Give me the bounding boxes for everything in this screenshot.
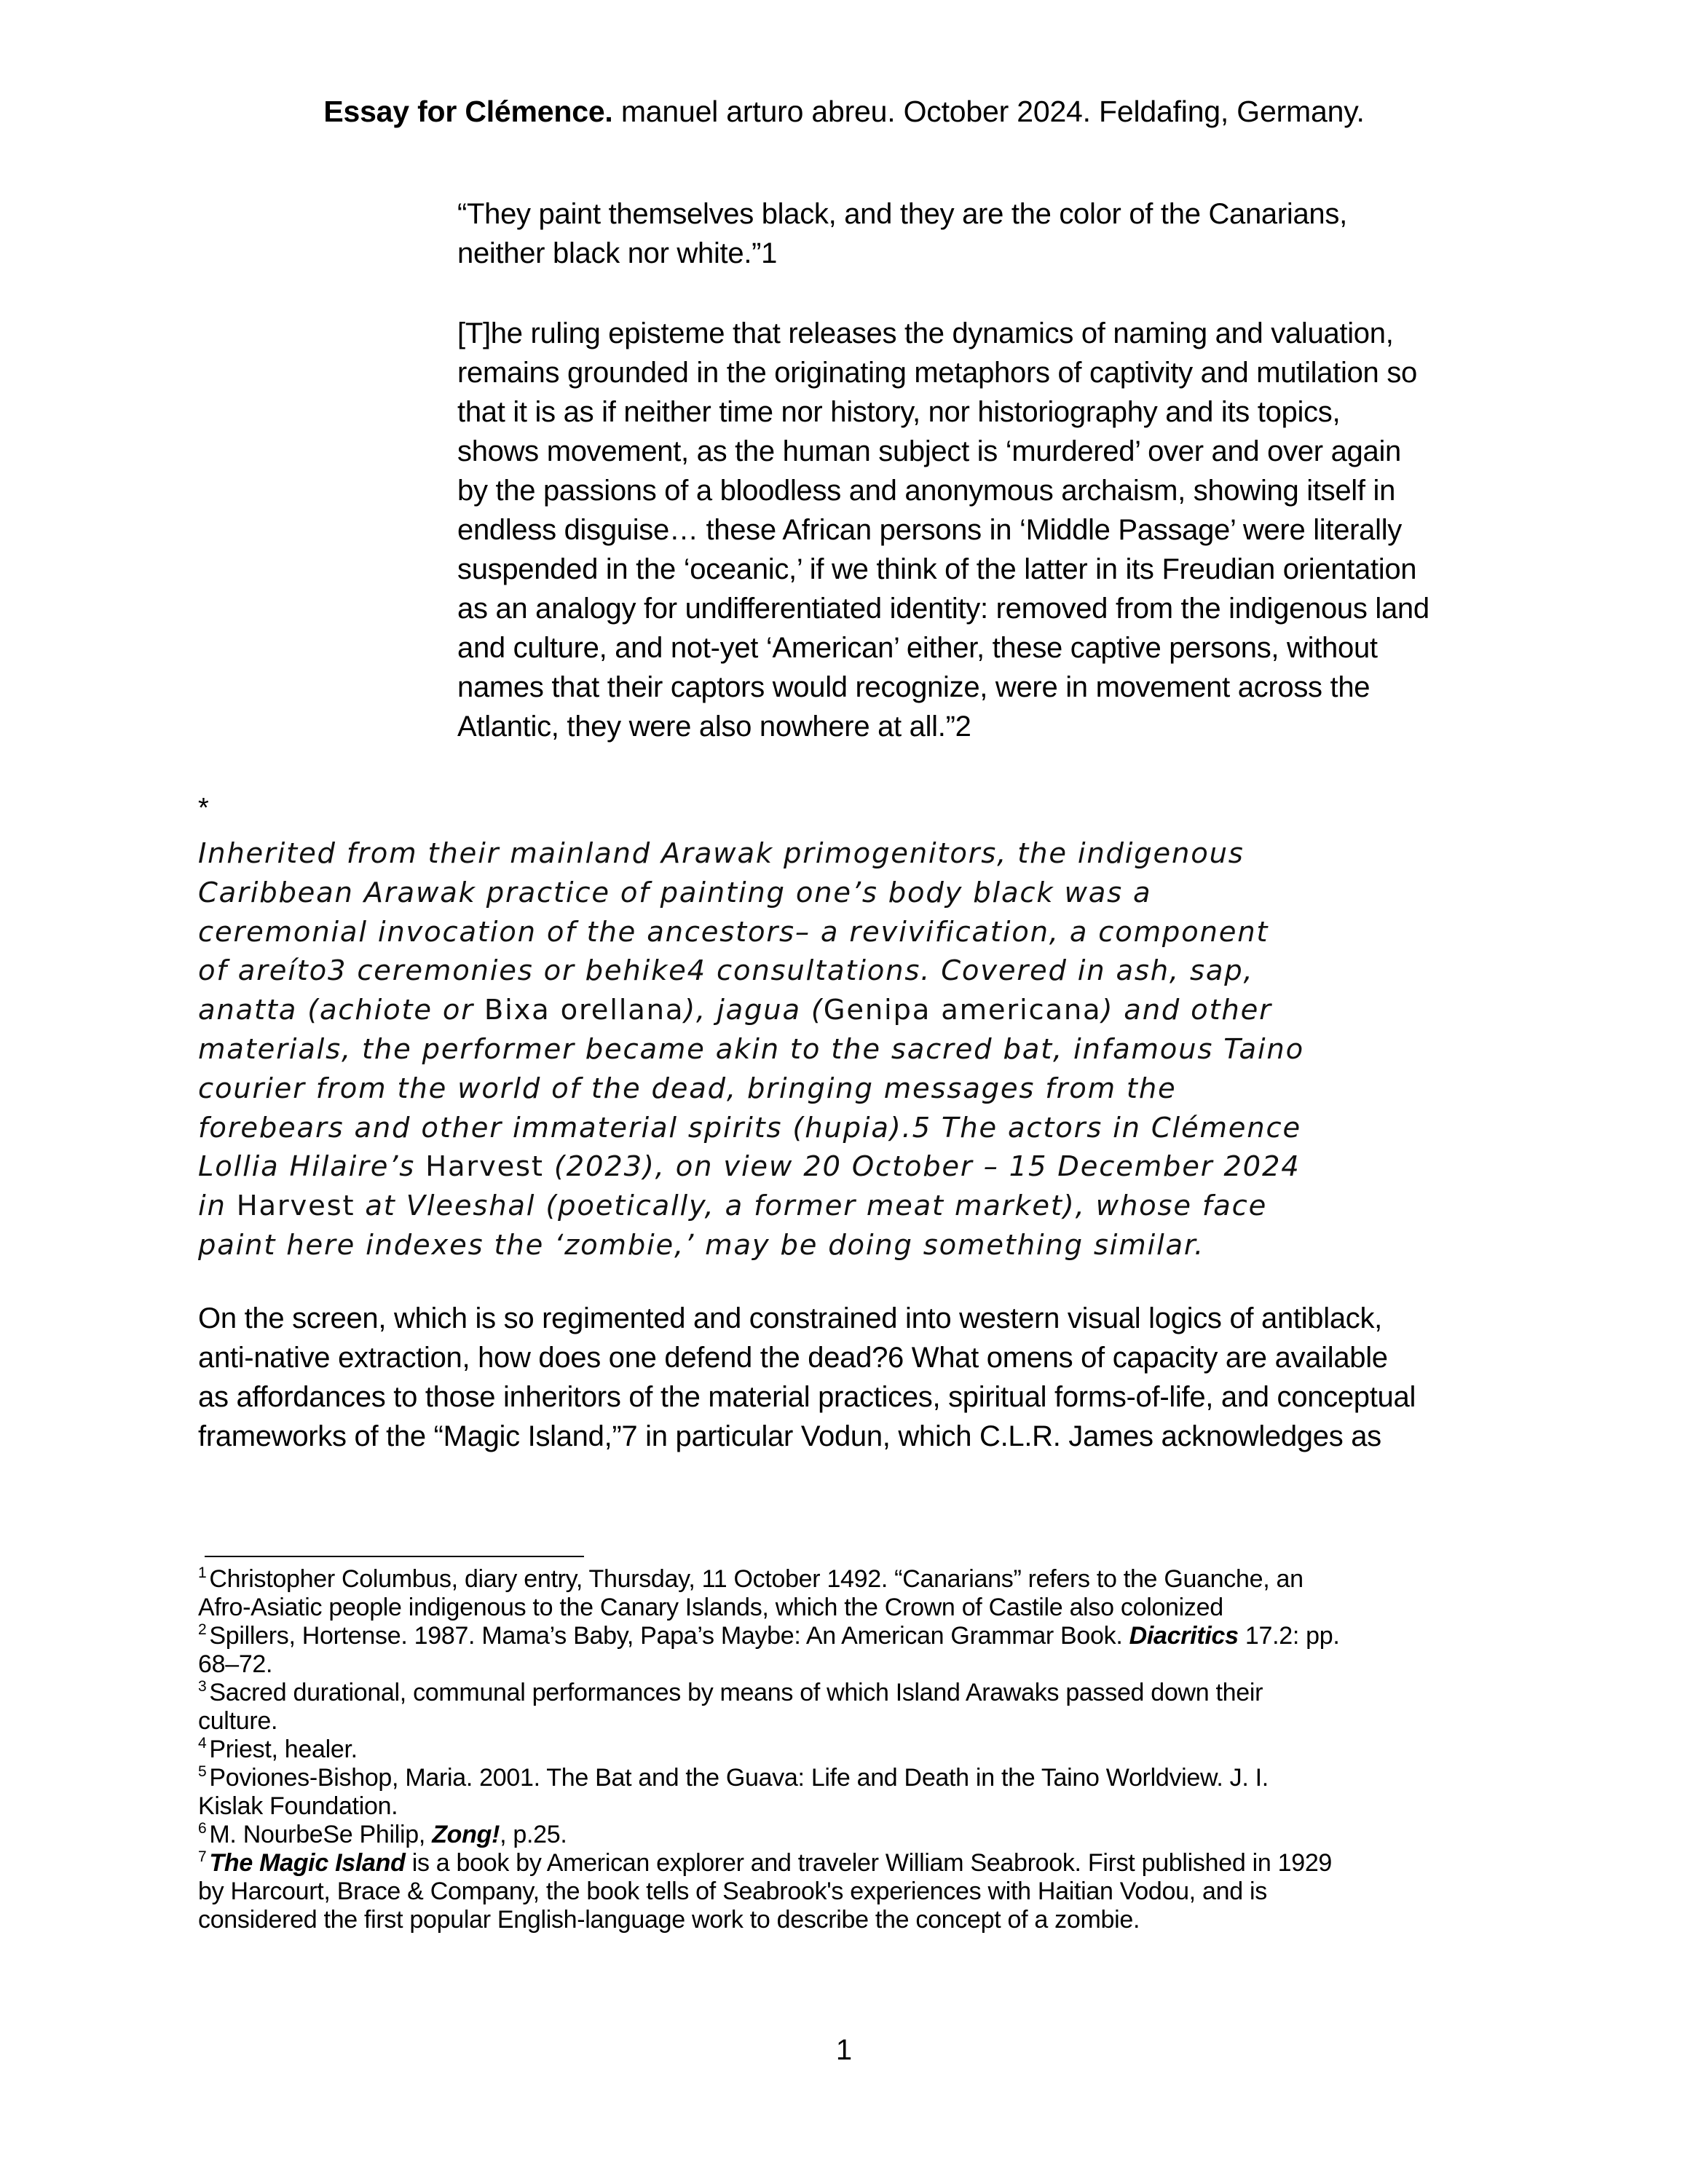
- footnote-separator: [205, 1556, 584, 1557]
- paragraph-line: paint here indexes the ‘zombie,’ may be doing something similar.: [198, 1228, 1205, 1262]
- footnote-4: [198, 1736, 1523, 1764]
- text-run: ), jagua (: [684, 994, 824, 1027]
- footnote-5: [198, 1764, 1523, 1821]
- footnote-line: [198, 1821, 1523, 1849]
- footnote-line: [198, 1622, 1523, 1650]
- epigraph-line: shows movement, as the human subject is ‘murdered’ over and over again: [457, 435, 1401, 467]
- text-run: in: [198, 1190, 237, 1223]
- essay-byline: manuel arturo abreu. October 2024. Feldafing, Germany.: [612, 95, 1365, 128]
- paragraph-line: [198, 991, 1436, 1030]
- text-run: Lollia Hilaire’s: [198, 1150, 426, 1184]
- text-run: is a book by American explorer and traveler William Seabrook. First published in 1929: [405, 1849, 1333, 1877]
- text-run: (2023), on view 20 October – 15 December 2024: [543, 1150, 1301, 1184]
- footnote-line: [198, 1764, 1523, 1792]
- paragraph-line: frameworks of the “Magic Island,”7 in particular Vodun, which C.L.R. James acknowledges as: [198, 1420, 1381, 1452]
- section-break-asterisk: *: [198, 793, 209, 823]
- species-name-bixa: Bixa orellana: [484, 994, 685, 1027]
- book-title-zong: Zong!: [432, 1821, 500, 1848]
- paragraph-line: of areíto3 ceremonies or behike4 consultations. Covered in ash, sap,: [198, 954, 1254, 988]
- epigraph-line: suspended in the ‘oceanic,’ if we think of the latter in its Freudian orientation: [457, 553, 1417, 585]
- epigraph-line: Atlantic, they were also nowhere at all.”2: [457, 711, 971, 743]
- epigraph-line: neither black nor white.”1: [457, 237, 778, 269]
- text-run: anatta (achiote or: [198, 994, 484, 1027]
- footnote-mark: 4: [198, 1735, 207, 1752]
- paragraph-line: courier from the world of the dead, bringing messages from the: [198, 1072, 1177, 1105]
- paragraph-line: [198, 1147, 1436, 1187]
- epigraph-line: as an analogy for undifferentiated identity: removed from the indigenous land: [457, 593, 1429, 625]
- footnote-line: Afro-Asiatic people indigenous to the Canary Islands, which the Crown of Castile also colonized: [198, 1594, 1223, 1621]
- paragraph-line: as affordances to those inheritors of the material practices, spiritual forms-of-life, and conceptual: [198, 1381, 1416, 1413]
- document-header: [0, 93, 1688, 130]
- footnote-1: [198, 1565, 1523, 1622]
- paragraph-line: ceremonial invocation of the ancestors– a revivification, a component: [198, 915, 1269, 949]
- text-run: ) and other: [1101, 994, 1272, 1027]
- footnote-3: [198, 1679, 1523, 1736]
- epigraph-line: that it is as if neither time nor history, nor historiography and its topics,: [457, 396, 1341, 428]
- footnote-line: by Harcourt, Brace & Company, the book tells of Seabrook's experiences with Haitian Vodou, and is: [198, 1878, 1267, 1905]
- work-title-harvest: Harvest: [425, 1150, 544, 1184]
- text-run: , p.25.: [500, 1821, 567, 1848]
- epigraph-line: by the passions of a bloodless and anonymous archaism, showing itself in: [457, 475, 1396, 507]
- footnote-mark: 2: [198, 1621, 207, 1638]
- exhibition-title-harvest: Harvest: [236, 1190, 355, 1223]
- footnote-line: culture.: [198, 1707, 278, 1735]
- body-paragraph: [198, 1299, 1509, 1456]
- text-run: at Vleeshal (poetically, a former meat market), whose face: [355, 1190, 1268, 1223]
- epigraph-line: [T]he ruling episteme that releases the dynamics of naming and valuation,: [457, 317, 1394, 349]
- paragraph-line: forebears and other immaterial spirits (hupia).5 The actors in Clémence: [198, 1111, 1301, 1144]
- text-run: Poviones-Bishop, Maria. 2001. The Bat and the Guava: Life and Death in the Taino Worldview. J. I.: [209, 1764, 1269, 1792]
- epigraph-spillers: [457, 314, 1513, 746]
- footnotes: [198, 1565, 1523, 1934]
- epigraph-columbus: [457, 194, 1513, 273]
- epigraph-line: “They paint themselves black, and they are the color of the Canarians,: [457, 198, 1347, 230]
- footnote-line: [198, 1849, 1523, 1878]
- page-number: 1: [835, 2034, 853, 2066]
- paragraph-line: Caribbean Arawak practice of painting one’s body black was a: [198, 876, 1152, 909]
- footnote-2: [198, 1622, 1523, 1679]
- paragraph-line: materials, the performer became akin to the sacred bat, infamous Taino: [198, 1032, 1304, 1066]
- epigraph-line: and culture, and not-yet ‘American’ either, these captive persons, without: [457, 632, 1378, 664]
- footnote-mark: 1: [198, 1564, 207, 1581]
- text-run: M. NourbeSe Philip,: [209, 1821, 433, 1848]
- text-run: Priest, healer.: [209, 1736, 358, 1763]
- footnote-line: Kislak Foundation.: [198, 1792, 398, 1820]
- paragraph-line: On the screen, which is so regimented and constrained into western visual logics of antiblack,: [198, 1302, 1383, 1334]
- paragraph-line: Inherited from their mainland Arawak primogenitors, the indigenous: [198, 837, 1245, 870]
- epigraph-line: names that their captors would recognize, were in movement across the: [457, 671, 1370, 703]
- book-title-magic-island: The Magic Island: [209, 1849, 406, 1877]
- footnote-line: [198, 1736, 1523, 1764]
- italic-paragraph: [198, 834, 1436, 1265]
- paragraph-line: anti-native extraction, how does one defend the dead?6 What omens of capacity are available: [198, 1342, 1388, 1374]
- footnote-line: considered the first popular English-language work to describe the concept of a zombie.: [198, 1906, 1140, 1934]
- footnote-mark: 7: [198, 1848, 207, 1865]
- essay-title: Essay for Clémence.: [323, 95, 613, 128]
- paragraph-line: [198, 1187, 1436, 1226]
- footnote-line: [198, 1565, 1523, 1594]
- text-run: 17.2: pp.: [1238, 1622, 1340, 1650]
- epigraph-line: remains grounded in the originating metaphors of captivity and mutilation so: [457, 357, 1417, 389]
- species-name-genipa: Genipa americana: [823, 994, 1102, 1027]
- epigraph-line: endless disguise… these African persons in ‘Middle Passage’ were literally: [457, 514, 1402, 546]
- footnote-line: 68–72.: [198, 1650, 273, 1678]
- text-run: Sacred durational, communal performances by means of which Island Arawaks passed down their: [209, 1679, 1263, 1706]
- footnote-line: [198, 1679, 1523, 1707]
- footnote-mark: 5: [198, 1763, 207, 1780]
- footnote-6: [198, 1821, 1523, 1849]
- footnote-mark: 3: [198, 1678, 207, 1695]
- text-run: Christopher Columbus, diary entry, Thursday, 11 October 1492. “Canarians” refers to the Guanche, an: [209, 1565, 1304, 1593]
- footnote-mark: 6: [198, 1820, 207, 1837]
- journal-title-diacritics: Diacritics: [1129, 1622, 1239, 1650]
- footnote-7: [198, 1849, 1523, 1934]
- text-run: Spillers, Hortense. 1987. Mama’s Baby, Papa’s Maybe: An American Grammar Book.: [209, 1622, 1129, 1650]
